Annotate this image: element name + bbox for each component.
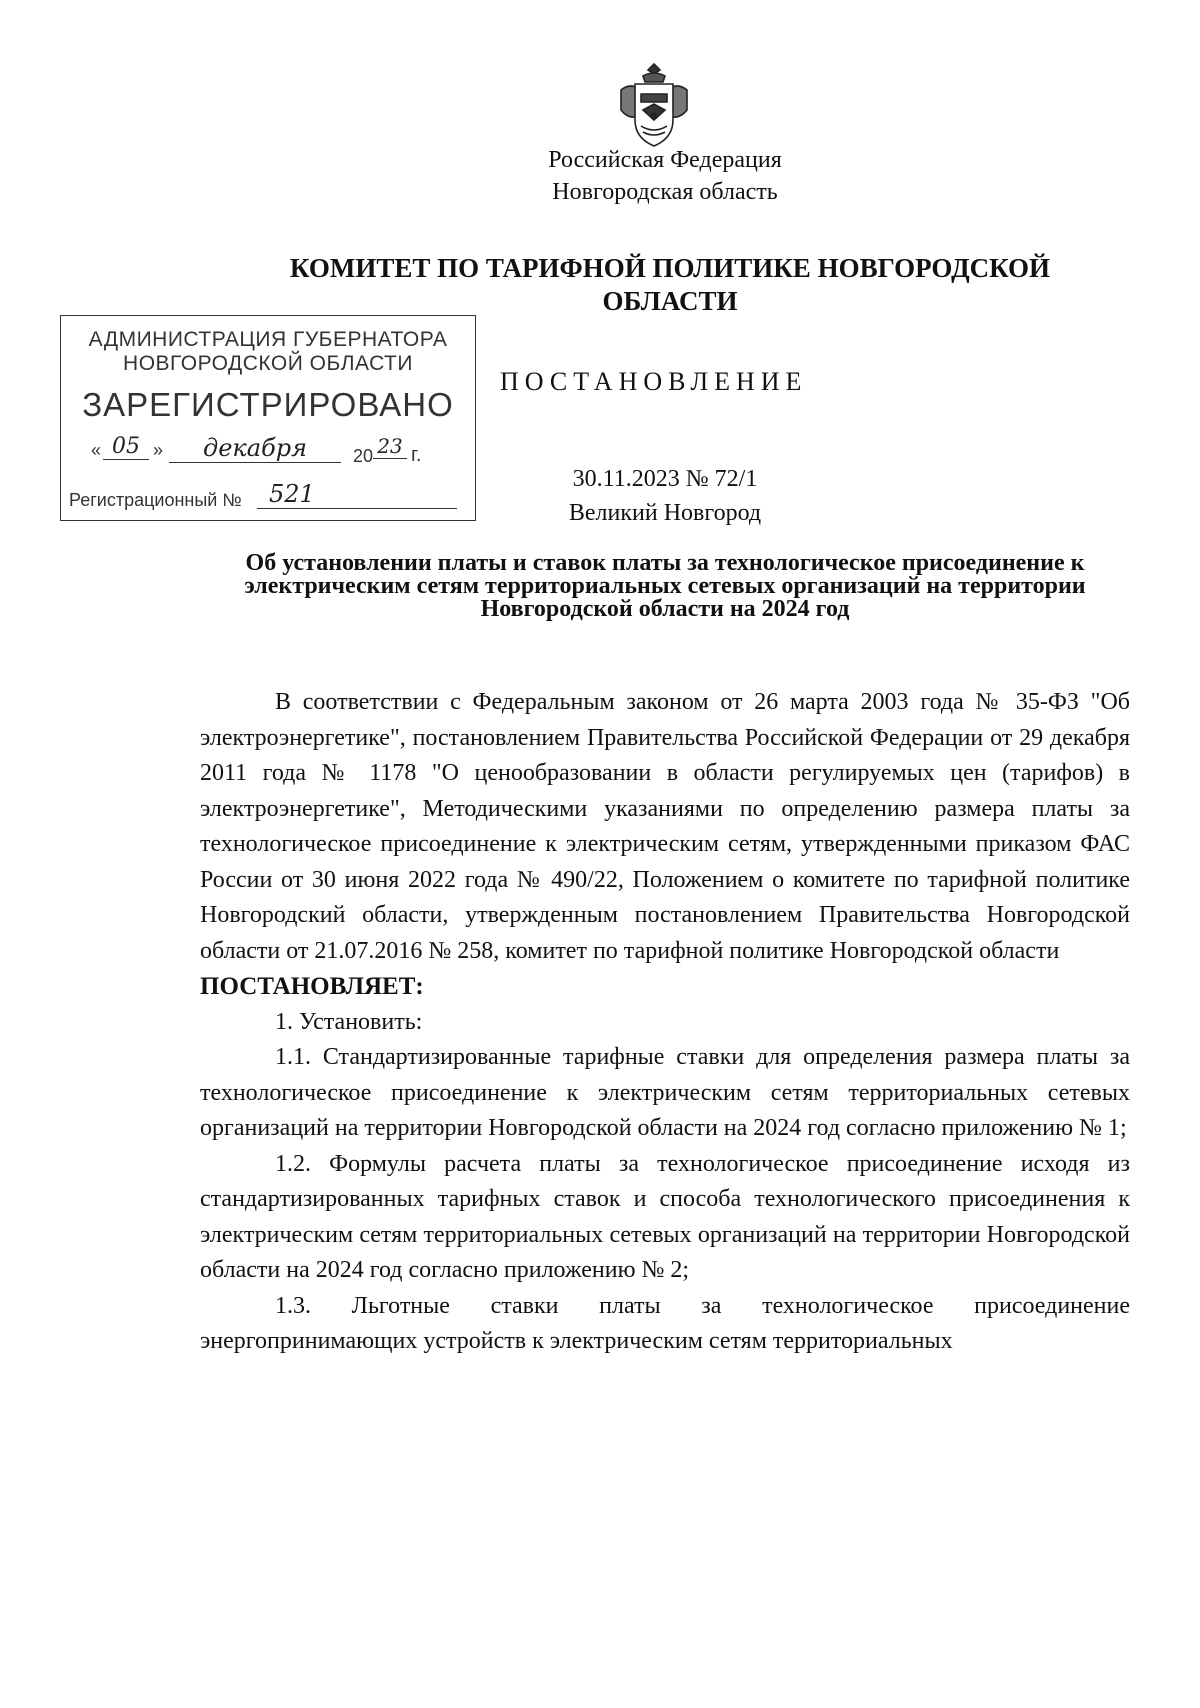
stamp-line-administration: АДМИНИСТРАЦИЯ ГУБЕРНАТОРА <box>88 328 448 351</box>
resolves-heading: ПОСТАНОВЛЯЕТ: <box>200 973 424 1000</box>
stamp-line-registered: ЗАРЕГИСТРИРОВАНО <box>82 386 454 423</box>
item-1: 1. Установить: <box>275 1008 423 1035</box>
stamp-line-region: НОВГОРОДСКОЙ ОБЛАСТИ <box>123 352 413 375</box>
document-city: Великий Новгород <box>568 500 762 526</box>
committee-title: КОМИТЕТ ПО ТАРИФНОЙ ПОЛИТИКЕ НОВГОРОДСКОЙ ОБЛАСТИ <box>289 253 1051 316</box>
country-line: Российская Федерация <box>548 147 782 173</box>
stamp-registration-row <box>69 480 469 514</box>
coat-of-arms-emblem <box>613 60 695 156</box>
stamp-date-row: « 05 » декабря 20 23 г. <box>91 434 422 466</box>
stamp-day: 05 <box>103 434 149 460</box>
stamp-year-unit: г. <box>411 444 422 466</box>
registration-stamp <box>60 315 476 521</box>
preamble-paragraph: В соответствии с Федеральным законом от 26 марта 2003 года № 35-ФЗ "Об электроэнергетике", постановлением Правительства Российской Федерации от 29 декабря 2011 года № 1178 "О ценообразовании в области регулируемых цен (тарифов) в электроэнергетике", Методическими указаниями по определению размера платы за технологическое присоединение к электрическим сетям, утвержденными приказом ФАС России от 30 июня 2022 года № 490/22, Положением о комитете по тарифной политике Новгородский области, утвержденным постановлением Правительства Новгородской области от 21.07.2016 № 258, комитет по тарифной политике Новгородской области <box>200 689 1130 964</box>
item-1-3: 1.3. Льготные ставки платы за технологическое присоединение энергопринимающих устройств к электрическим сетям территориальных <box>200 1292 1130 1354</box>
stamp-month: декабря <box>169 434 341 463</box>
stamp-reg-number: 521 <box>257 480 457 509</box>
stamp-reg-label: Регистрационный № <box>69 490 242 510</box>
document-type: ПОСТАНОВЛЕНИЕ <box>500 367 808 396</box>
document-date-number: 30.11.2023 № 72/1 <box>572 466 758 492</box>
stamp-year-suffix: 23 <box>373 434 407 459</box>
region-line: Новгородская область <box>552 179 778 205</box>
stamp-year-prefix: 20 <box>353 446 374 466</box>
document-body <box>200 685 1130 1360</box>
item-1-2: 1.2. Формулы расчета платы за технологическое присоединение исходя из стандартизированных тарифных ставок и способа технологического присоединения к электрическим сетям территориальных сетевых организаций на территории Новгородской области на 2024 год согласно приложению № 2; <box>200 1150 1130 1283</box>
item-1-1: 1.1. Стандартизированные тарифные ставки для определения размера платы за технологическое присоединение к электрическим сетям территориальных сетевых организаций на территории Новгородской области на 2024 год согласно приложению № 1; <box>200 1044 1130 1141</box>
document-subject: Об установлении платы и ставок платы за технологическое присоединение к электрическим сетям территориальных сетевых организаций на территории Новгородской области на 2024 год <box>244 550 1086 622</box>
